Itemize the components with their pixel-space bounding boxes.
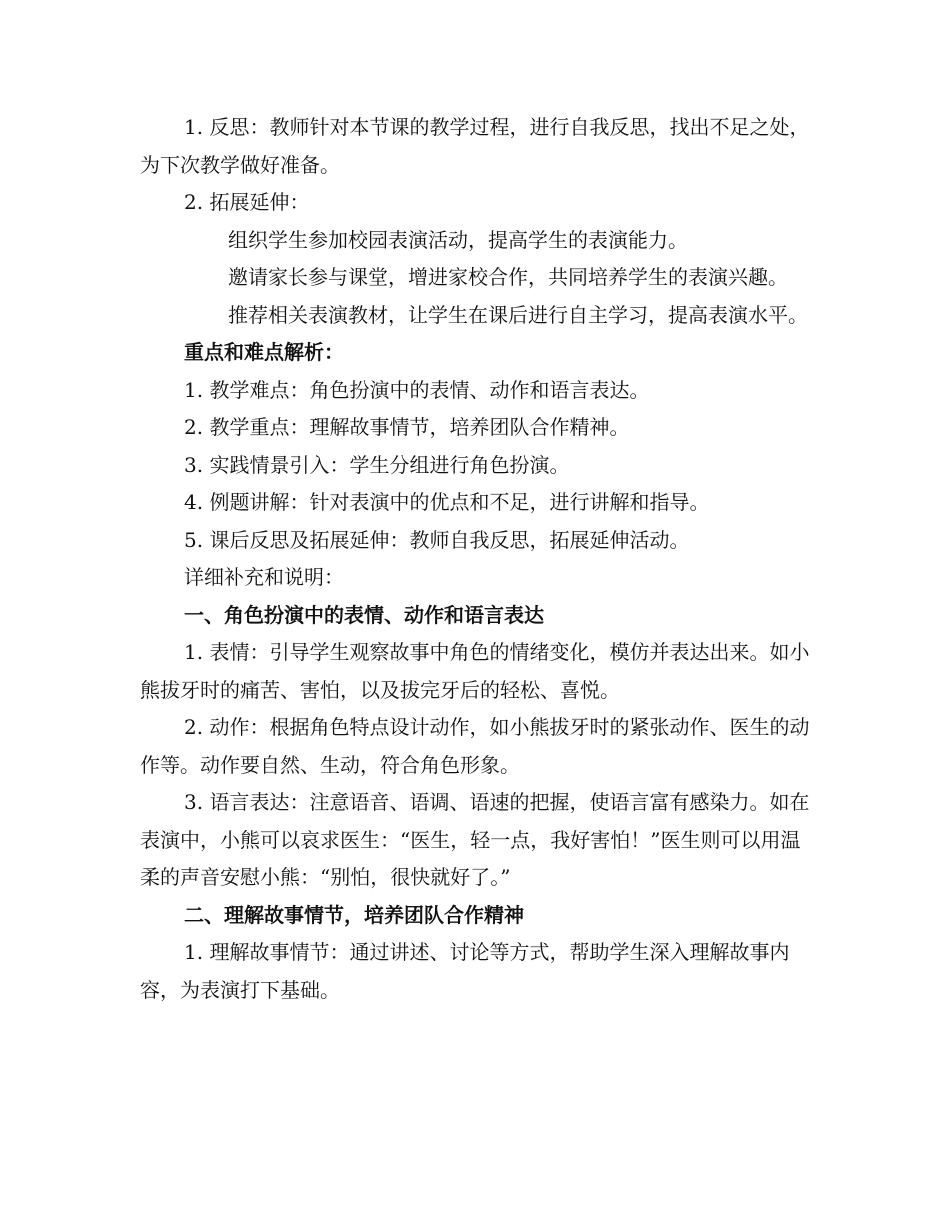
paragraph-extension-item-1: 组织学生参加校园表演活动，提高学生的表演能力。 (228, 227, 688, 252)
paragraph-extension-item-2: 邀请家长参与课堂，增进家校合作，共同培养学生的表演兴趣。 (228, 265, 788, 289)
expression-item-2: 2. 动作：根据角色特点设计动作，如小熊拔牙时的紧张动作、医生的动作等。动作要自然、生动，符合角色形象。 (140, 715, 810, 777)
expression-item-1: 1. 表情：引导学生观察故事中角色的情绪变化，模仿并表达出来。如小熊拔牙时的痛苦、害怕，以及拔完牙后的轻松、喜悦。 (140, 640, 810, 702)
key-point-item-2: 2. 教学重点：理解故事情节，培养团队合作精神。 (184, 415, 630, 439)
key-point-item-1: 1. 教学难点：角色扮演中的表情、动作和语言表达。 (184, 377, 650, 402)
paragraph-extension-heading: 2. 拓展延伸： (184, 190, 310, 214)
key-point-item-4: 4. 例题讲解：针对表演中的优点和不足，进行讲解和指导。 (184, 490, 710, 514)
section-heading-story-teamwork: 二、理解故事情节，培养团队合作精神 (184, 902, 524, 927)
section-heading-key-points: 重点和难点解析： (184, 340, 344, 364)
paragraph-extension-item-3: 推荐相关表演教材，让学生在课后进行自主学习，提高表演水平。 (228, 302, 808, 327)
story-item-1: 1. 理解故事情节：通过讲述、讨论等方式，帮助学生深入理解故事内容，为表演打下基础。 (140, 940, 790, 1002)
section-heading-expression: 一、角色扮演中的表情、动作和语言表达 (184, 602, 544, 627)
document-body (140, 109, 820, 1009)
paragraph-reflection: 1. 反思：教师针对本节课的教学过程，进行自我反思，找出不足之处，为下次教学做好准备。 (140, 115, 810, 177)
key-point-item-3: 3. 实践情景引入：学生分组进行角色扮演。 (184, 452, 570, 477)
key-point-item-5: 5. 课后反思及拓展延伸：教师自我反思，拓展延伸活动。 (184, 527, 690, 552)
expression-item-3: 3. 语言表达：注意语音、语调、语速的把握，使语言富有感染力。如在表演中，小熊可以哀求医生：“医生，轻一点，我好害怕！”医生则可以用温柔的声音安慰小熊：“别怕，很快就好了。” (140, 790, 810, 889)
section-heading-details: 详细补充和说明： (184, 565, 344, 589)
